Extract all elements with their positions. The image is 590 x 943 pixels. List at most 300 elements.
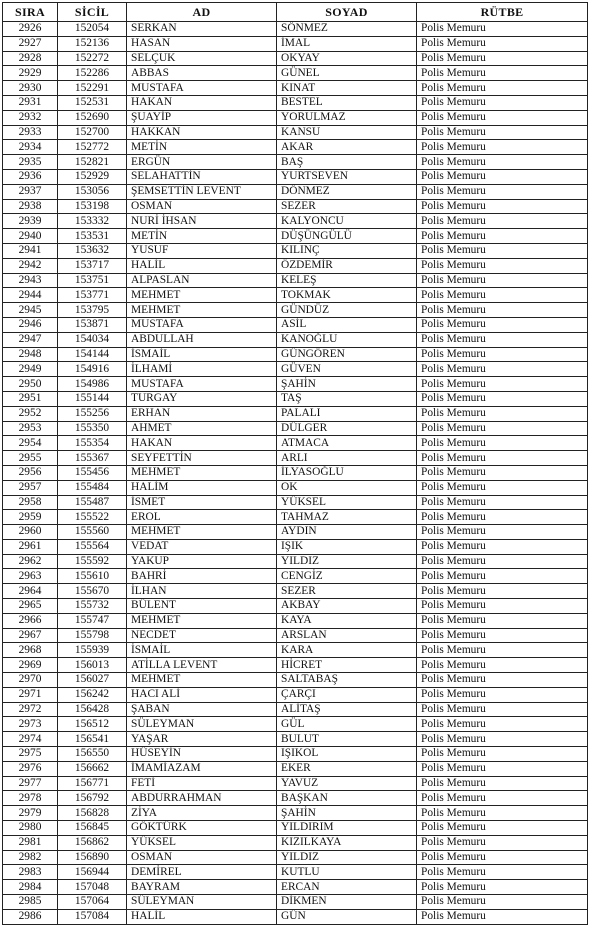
cell-ad: MUSTAFA	[127, 81, 277, 96]
cell-rutbe: Polis Memuru	[417, 806, 588, 821]
cell-sira: 2933	[3, 125, 58, 140]
cell-soyad: KILINÇ	[277, 243, 417, 258]
cell-ad: SEYFETTİN	[127, 451, 277, 466]
cell-sicil: 156792	[58, 791, 127, 806]
cell-rutbe: Polis Memuru	[417, 465, 588, 480]
cell-ad: AHMET	[127, 421, 277, 436]
cell-rutbe: Polis Memuru	[417, 525, 588, 540]
cell-ad: YÜKSEL	[127, 835, 277, 850]
table-row	[3, 347, 588, 362]
cell-ad: İSMAİL	[127, 347, 277, 362]
table-row	[3, 303, 588, 318]
cell-rutbe: Polis Memuru	[417, 22, 588, 37]
table-row	[3, 673, 588, 688]
cell-ad: METİN	[127, 140, 277, 155]
cell-rutbe: Polis Memuru	[417, 214, 588, 229]
cell-sira: 2946	[3, 317, 58, 332]
cell-sicil: 155522	[58, 510, 127, 525]
cell-sicil: 155670	[58, 584, 127, 599]
personnel-list-document	[2, 2, 588, 925]
cell-soyad: KINAT	[277, 81, 417, 96]
table-header	[3, 3, 588, 22]
cell-rutbe: Polis Memuru	[417, 391, 588, 406]
table-row	[3, 584, 588, 599]
cell-rutbe: Polis Memuru	[417, 909, 588, 924]
table-row	[3, 761, 588, 776]
cell-soyad: BESTEL	[277, 95, 417, 110]
cell-sicil: 152821	[58, 155, 127, 170]
cell-rutbe: Polis Memuru	[417, 406, 588, 421]
table-row	[3, 821, 588, 836]
cell-rutbe: Polis Memuru	[417, 510, 588, 525]
cell-sicil: 155144	[58, 391, 127, 406]
cell-sira: 2967	[3, 628, 58, 643]
table-row	[3, 362, 588, 377]
cell-soyad: BAŞ	[277, 155, 417, 170]
cell-sira: 2942	[3, 258, 58, 273]
cell-sicil: 152272	[58, 51, 127, 66]
cell-sicil: 154986	[58, 377, 127, 392]
cell-sicil: 156845	[58, 821, 127, 836]
cell-sicil: 156013	[58, 658, 127, 673]
cell-ad: HAKAN	[127, 95, 277, 110]
table-row	[3, 480, 588, 495]
cell-sira: 2982	[3, 850, 58, 865]
cell-ad: OSMAN	[127, 850, 277, 865]
table-row	[3, 110, 588, 125]
cell-sicil: 152700	[58, 125, 127, 140]
cell-rutbe: Polis Memuru	[417, 421, 588, 436]
header-ad: AD	[127, 3, 277, 22]
cell-rutbe: Polis Memuru	[417, 125, 588, 140]
cell-soyad: KAYA	[277, 613, 417, 628]
cell-ad: HÜSEYİN	[127, 747, 277, 762]
table-row	[3, 465, 588, 480]
cell-sicil: 155350	[58, 421, 127, 436]
cell-soyad: SEZER	[277, 199, 417, 214]
cell-sira: 2972	[3, 702, 58, 717]
table-row	[3, 525, 588, 540]
cell-ad: MUSTAFA	[127, 377, 277, 392]
cell-sicil: 156890	[58, 850, 127, 865]
table-row	[3, 599, 588, 614]
table-row	[3, 421, 588, 436]
table-row	[3, 199, 588, 214]
cell-soyad: AYDIN	[277, 525, 417, 540]
cell-rutbe: Polis Memuru	[417, 569, 588, 584]
cell-sira: 2957	[3, 480, 58, 495]
cell-sicil: 157048	[58, 880, 127, 895]
cell-sicil: 153795	[58, 303, 127, 318]
cell-rutbe: Polis Memuru	[417, 51, 588, 66]
cell-rutbe: Polis Memuru	[417, 599, 588, 614]
cell-ad: HALİL	[127, 258, 277, 273]
cell-ad: MEHMET	[127, 465, 277, 480]
cell-sira: 2979	[3, 806, 58, 821]
table-row	[3, 214, 588, 229]
cell-sicil: 153632	[58, 243, 127, 258]
header-soyad: SOYAD	[277, 3, 417, 22]
cell-ad: BÜLENT	[127, 599, 277, 614]
table-row	[3, 406, 588, 421]
cell-soyad: İLYASOĞLU	[277, 465, 417, 480]
cell-sicil: 156242	[58, 687, 127, 702]
table-row	[3, 776, 588, 791]
cell-sicil: 155592	[58, 554, 127, 569]
cell-rutbe: Polis Memuru	[417, 288, 588, 303]
cell-soyad: GÜL	[277, 717, 417, 732]
cell-ad: ŞABAN	[127, 702, 277, 717]
cell-rutbe: Polis Memuru	[417, 184, 588, 199]
cell-sira: 2939	[3, 214, 58, 229]
cell-sira: 2965	[3, 599, 58, 614]
cell-sira: 2949	[3, 362, 58, 377]
table-row	[3, 140, 588, 155]
cell-rutbe: Polis Memuru	[417, 273, 588, 288]
cell-sicil: 157084	[58, 909, 127, 924]
cell-sicil: 153198	[58, 199, 127, 214]
cell-sira: 2945	[3, 303, 58, 318]
cell-ad: VEDAT	[127, 539, 277, 554]
cell-sira: 2963	[3, 569, 58, 584]
cell-ad: ERGÜN	[127, 155, 277, 170]
cell-sicil: 152054	[58, 22, 127, 37]
cell-sicil: 156550	[58, 747, 127, 762]
cell-soyad: ŞAHİN	[277, 377, 417, 392]
cell-ad: İMAMİAZAM	[127, 761, 277, 776]
cell-rutbe: Polis Memuru	[417, 821, 588, 836]
table-row	[3, 125, 588, 140]
table-body	[3, 22, 588, 925]
header-row	[3, 3, 588, 22]
cell-sicil: 153751	[58, 273, 127, 288]
cell-ad: HALİM	[127, 480, 277, 495]
cell-rutbe: Polis Memuru	[417, 36, 588, 51]
cell-sicil: 154034	[58, 332, 127, 347]
cell-sira: 2937	[3, 184, 58, 199]
cell-sicil: 153871	[58, 317, 127, 332]
cell-ad: MUSTAFA	[127, 317, 277, 332]
cell-sira: 2986	[3, 909, 58, 924]
cell-ad: ŞUAYİP	[127, 110, 277, 125]
cell-rutbe: Polis Memuru	[417, 258, 588, 273]
cell-rutbe: Polis Memuru	[417, 584, 588, 599]
cell-sicil: 155564	[58, 539, 127, 554]
table-row	[3, 95, 588, 110]
cell-sicil: 153531	[58, 229, 127, 244]
cell-sira: 2983	[3, 865, 58, 880]
cell-soyad: BAŞKAN	[277, 791, 417, 806]
table-row	[3, 155, 588, 170]
cell-sira: 2984	[3, 880, 58, 895]
table-row	[3, 806, 588, 821]
cell-ad: İSMET	[127, 495, 277, 510]
cell-sicil: 155484	[58, 480, 127, 495]
cell-rutbe: Polis Memuru	[417, 761, 588, 776]
cell-ad: BAHRİ	[127, 569, 277, 584]
cell-soyad: GÜVEN	[277, 362, 417, 377]
cell-sicil: 155367	[58, 451, 127, 466]
cell-sicil: 156771	[58, 776, 127, 791]
table-row	[3, 495, 588, 510]
cell-rutbe: Polis Memuru	[417, 554, 588, 569]
cell-sicil: 155487	[58, 495, 127, 510]
cell-sira: 2931	[3, 95, 58, 110]
cell-rutbe: Polis Memuru	[417, 776, 588, 791]
cell-sira: 2948	[3, 347, 58, 362]
cell-sicil: 155798	[58, 628, 127, 643]
cell-ad: İLHAN	[127, 584, 277, 599]
cell-sicil: 153332	[58, 214, 127, 229]
cell-ad: SELÇUK	[127, 51, 277, 66]
cell-soyad: IŞIKOL	[277, 747, 417, 762]
table-row	[3, 687, 588, 702]
cell-rutbe: Polis Memuru	[417, 673, 588, 688]
cell-soyad: KALYONCU	[277, 214, 417, 229]
table-row	[3, 747, 588, 762]
header-sicil: SİCİL	[58, 3, 127, 22]
cell-sira: 2950	[3, 377, 58, 392]
cell-sicil: 155560	[58, 525, 127, 540]
cell-ad: SÜLEYMAN	[127, 895, 277, 910]
cell-soyad: DÖNMEZ	[277, 184, 417, 199]
table-row	[3, 732, 588, 747]
cell-soyad: ATMACA	[277, 436, 417, 451]
cell-ad: YAŞAR	[127, 732, 277, 747]
cell-rutbe: Polis Memuru	[417, 377, 588, 392]
cell-soyad: SALTABAŞ	[277, 673, 417, 688]
cell-sicil: 156512	[58, 717, 127, 732]
table-row	[3, 717, 588, 732]
cell-soyad: TAŞ	[277, 391, 417, 406]
cell-soyad: CENGİZ	[277, 569, 417, 584]
cell-soyad: TOKMAK	[277, 288, 417, 303]
cell-ad: HAKAN	[127, 436, 277, 451]
table-row	[3, 229, 588, 244]
cell-sicil: 155456	[58, 465, 127, 480]
cell-soyad: IŞIK	[277, 539, 417, 554]
cell-sira: 2941	[3, 243, 58, 258]
cell-sira: 2926	[3, 22, 58, 37]
cell-sicil: 156662	[58, 761, 127, 776]
cell-ad: ABBAS	[127, 66, 277, 81]
table-row	[3, 169, 588, 184]
cell-rutbe: Polis Memuru	[417, 66, 588, 81]
table-row	[3, 273, 588, 288]
table-row	[3, 510, 588, 525]
cell-ad: GÖKTÜRK	[127, 821, 277, 836]
cell-sira: 2928	[3, 51, 58, 66]
cell-sicil: 154144	[58, 347, 127, 362]
cell-soyad: YÜKSEL	[277, 495, 417, 510]
cell-rutbe: Polis Memuru	[417, 317, 588, 332]
table-row	[3, 702, 588, 717]
cell-ad: SERKAN	[127, 22, 277, 37]
cell-sicil: 153717	[58, 258, 127, 273]
cell-soyad: KELEŞ	[277, 273, 417, 288]
cell-ad: NURİ İHSAN	[127, 214, 277, 229]
table-row	[3, 332, 588, 347]
cell-sira: 2951	[3, 391, 58, 406]
cell-soyad: PALALI	[277, 406, 417, 421]
cell-sira: 2961	[3, 539, 58, 554]
cell-soyad: TAHMAZ	[277, 510, 417, 525]
cell-sira: 2956	[3, 465, 58, 480]
cell-soyad: ERCAN	[277, 880, 417, 895]
cell-soyad: EKER	[277, 761, 417, 776]
cell-soyad: KANOĞLU	[277, 332, 417, 347]
cell-soyad: ŞAHİN	[277, 806, 417, 821]
cell-sira: 2966	[3, 613, 58, 628]
table-row	[3, 569, 588, 584]
cell-sicil: 156944	[58, 865, 127, 880]
table-row	[3, 613, 588, 628]
cell-ad: HALİL	[127, 909, 277, 924]
cell-soyad: OK	[277, 480, 417, 495]
cell-sira: 2980	[3, 821, 58, 836]
cell-ad: NECDET	[127, 628, 277, 643]
cell-sira: 2930	[3, 81, 58, 96]
table-row	[3, 865, 588, 880]
cell-soyad: KARA	[277, 643, 417, 658]
cell-rutbe: Polis Memuru	[417, 140, 588, 155]
cell-rutbe: Polis Memuru	[417, 539, 588, 554]
cell-rutbe: Polis Memuru	[417, 480, 588, 495]
cell-rutbe: Polis Memuru	[417, 436, 588, 451]
cell-sicil: 155610	[58, 569, 127, 584]
cell-rutbe: Polis Memuru	[417, 110, 588, 125]
cell-sicil: 152136	[58, 36, 127, 51]
table-row	[3, 377, 588, 392]
cell-sicil: 152291	[58, 81, 127, 96]
cell-rutbe: Polis Memuru	[417, 495, 588, 510]
cell-soyad: GÜNGÖREN	[277, 347, 417, 362]
cell-rutbe: Polis Memuru	[417, 628, 588, 643]
table-row	[3, 22, 588, 37]
cell-rutbe: Polis Memuru	[417, 451, 588, 466]
cell-sira: 2943	[3, 273, 58, 288]
cell-rutbe: Polis Memuru	[417, 835, 588, 850]
cell-soyad: DÜLGER	[277, 421, 417, 436]
cell-rutbe: Polis Memuru	[417, 229, 588, 244]
cell-sira: 2960	[3, 525, 58, 540]
cell-soyad: AKBAY	[277, 599, 417, 614]
cell-sicil: 153056	[58, 184, 127, 199]
cell-soyad: OKYAY	[277, 51, 417, 66]
cell-sira: 2970	[3, 673, 58, 688]
table-row	[3, 288, 588, 303]
cell-ad: ŞEMSETTİN LEVENT	[127, 184, 277, 199]
cell-rutbe: Polis Memuru	[417, 732, 588, 747]
cell-soyad: GÜNDÜZ	[277, 303, 417, 318]
cell-soyad: ÖZDEMİR	[277, 258, 417, 273]
cell-sira: 2947	[3, 332, 58, 347]
cell-sira: 2975	[3, 747, 58, 762]
cell-soyad: DİKMEN	[277, 895, 417, 910]
cell-rutbe: Polis Memuru	[417, 850, 588, 865]
cell-sicil: 152286	[58, 66, 127, 81]
cell-sicil: 155747	[58, 613, 127, 628]
cell-sira: 2952	[3, 406, 58, 421]
cell-soyad: KIZILKAYA	[277, 835, 417, 850]
cell-soyad: KANSU	[277, 125, 417, 140]
cell-soyad: YILDIRIM	[277, 821, 417, 836]
table-row	[3, 895, 588, 910]
cell-rutbe: Polis Memuru	[417, 895, 588, 910]
cell-soyad: YILDIZ	[277, 554, 417, 569]
personnel-table	[2, 2, 588, 925]
cell-soyad: YAVUZ	[277, 776, 417, 791]
table-row	[3, 554, 588, 569]
table-row	[3, 850, 588, 865]
cell-soyad: HİCRET	[277, 658, 417, 673]
cell-rutbe: Polis Memuru	[417, 658, 588, 673]
cell-sicil: 155939	[58, 643, 127, 658]
cell-ad: MEHMET	[127, 525, 277, 540]
cell-sira: 2968	[3, 643, 58, 658]
cell-rutbe: Polis Memuru	[417, 717, 588, 732]
cell-sira: 2953	[3, 421, 58, 436]
table-row	[3, 658, 588, 673]
cell-rutbe: Polis Memuru	[417, 199, 588, 214]
cell-sira: 2981	[3, 835, 58, 850]
cell-soyad: YURTSEVEN	[277, 169, 417, 184]
cell-ad: YUSUF	[127, 243, 277, 258]
cell-sira: 2977	[3, 776, 58, 791]
cell-sicil: 155354	[58, 436, 127, 451]
table-row	[3, 81, 588, 96]
cell-sicil: 156027	[58, 673, 127, 688]
table-row	[3, 243, 588, 258]
header-sira: SIRA	[3, 3, 58, 22]
cell-ad: ATİLLA LEVENT	[127, 658, 277, 673]
cell-ad: SELAHATTİN	[127, 169, 277, 184]
cell-rutbe: Polis Memuru	[417, 613, 588, 628]
cell-sira: 2978	[3, 791, 58, 806]
cell-rutbe: Polis Memuru	[417, 791, 588, 806]
cell-ad: ZİYA	[127, 806, 277, 821]
cell-sicil: 155256	[58, 406, 127, 421]
cell-rutbe: Polis Memuru	[417, 347, 588, 362]
cell-sicil: 155732	[58, 599, 127, 614]
cell-ad: METİN	[127, 229, 277, 244]
cell-sira: 2959	[3, 510, 58, 525]
cell-rutbe: Polis Memuru	[417, 687, 588, 702]
cell-ad: MEHMET	[127, 303, 277, 318]
table-row	[3, 628, 588, 643]
cell-sira: 2934	[3, 140, 58, 155]
cell-ad: BAYRAM	[127, 880, 277, 895]
table-row	[3, 66, 588, 81]
cell-ad: İSMAİL	[127, 643, 277, 658]
cell-ad: MEHMET	[127, 673, 277, 688]
cell-ad: HACI ALİ	[127, 687, 277, 702]
cell-ad: SÜLEYMAN	[127, 717, 277, 732]
cell-ad: ERHAN	[127, 406, 277, 421]
cell-sira: 2971	[3, 687, 58, 702]
cell-soyad: ÇARÇI	[277, 687, 417, 702]
cell-sira: 2929	[3, 66, 58, 81]
cell-rutbe: Polis Memuru	[417, 332, 588, 347]
cell-ad: ABDULLAH	[127, 332, 277, 347]
table-row	[3, 835, 588, 850]
table-row	[3, 184, 588, 199]
cell-sira: 2940	[3, 229, 58, 244]
cell-soyad: GÜNEL	[277, 66, 417, 81]
table-row	[3, 539, 588, 554]
cell-sira: 2985	[3, 895, 58, 910]
cell-ad: ALPASLAN	[127, 273, 277, 288]
